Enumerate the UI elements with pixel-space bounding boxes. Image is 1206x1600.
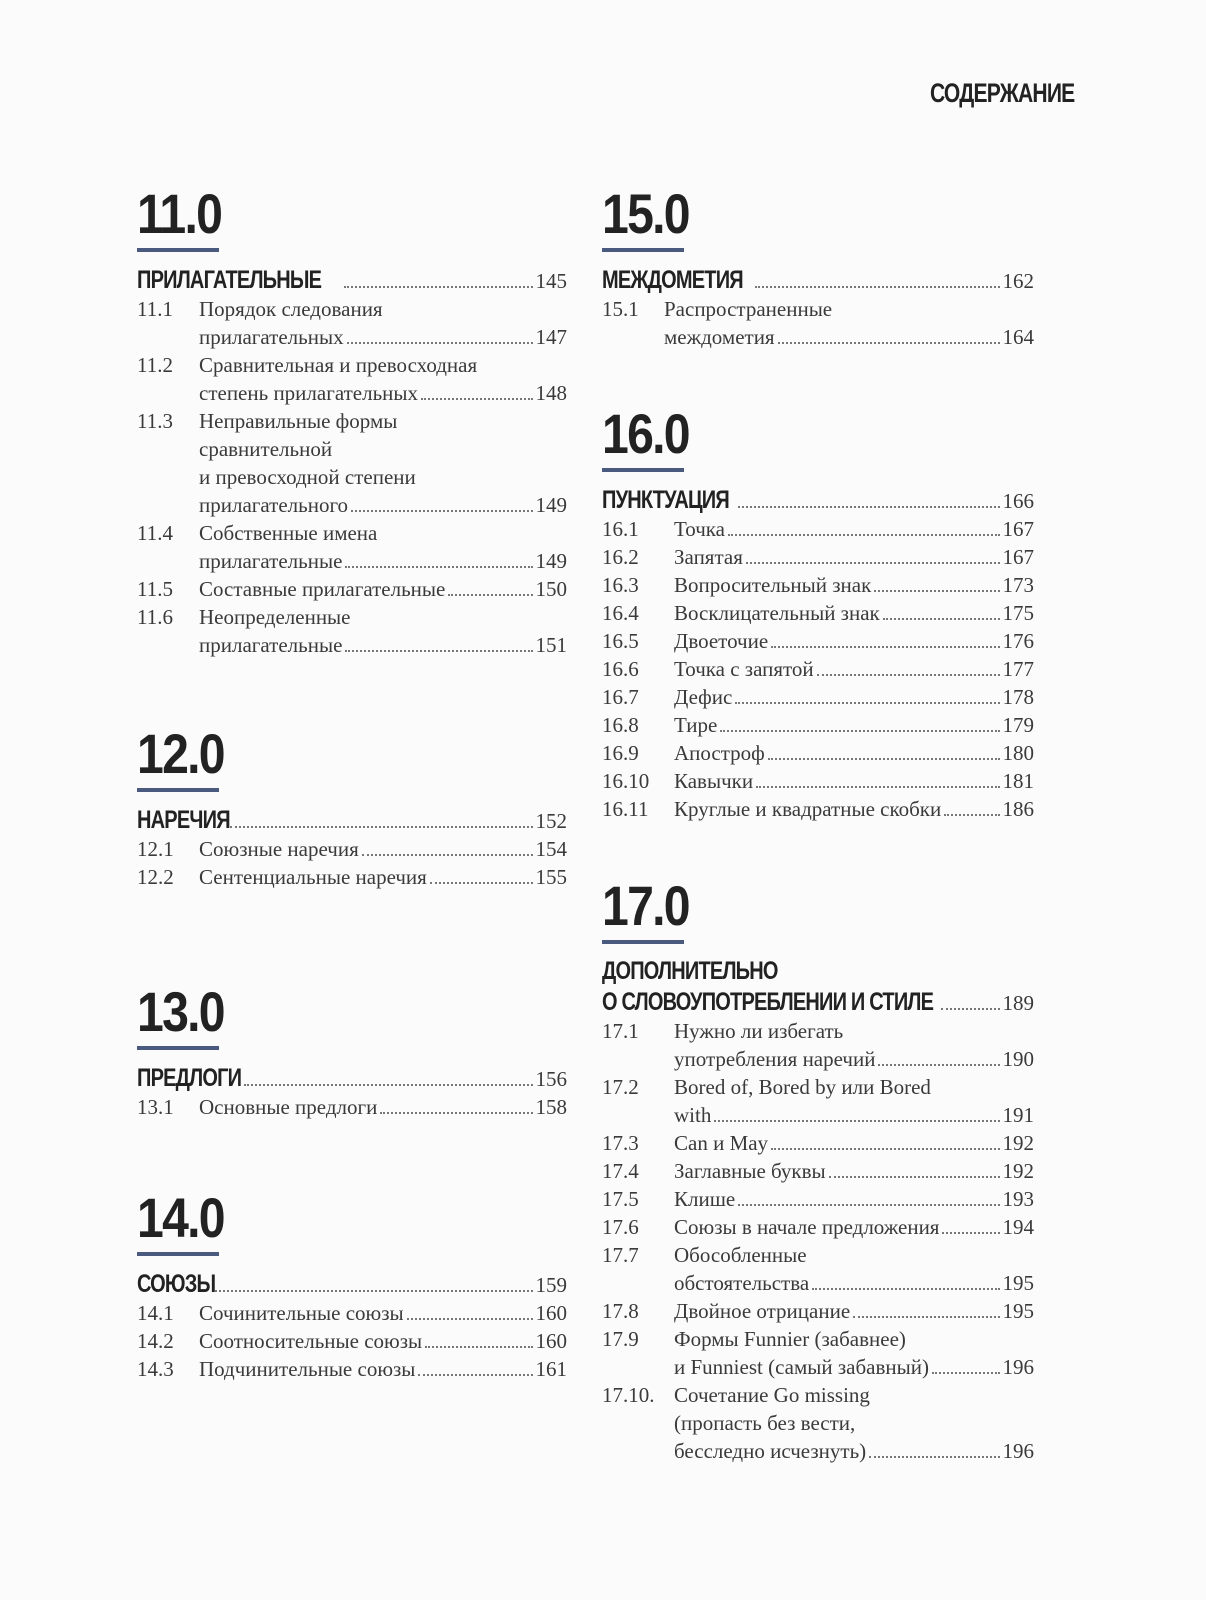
chapter-heading: ПРЕДЛОГИ [137, 1064, 242, 1092]
toc-entry [602, 1073, 1034, 1129]
entry-title-last: Восклицательный знак [674, 601, 880, 625]
toc-entry-line [137, 863, 567, 891]
entry-number: 12.1 [137, 837, 174, 861]
dot-leader [720, 730, 999, 732]
page-number: 147 [535, 325, 567, 349]
entry-title-line: Обособленные [674, 1243, 807, 1267]
toc-entry [602, 599, 1034, 627]
dot-leader [345, 566, 532, 568]
page-number: 195 [1002, 1271, 1034, 1295]
dot-leader [817, 674, 1000, 676]
entry-title-last: Соотносительные союзы [199, 1329, 423, 1353]
toc-entry [602, 1325, 1034, 1381]
entry-number: 16.6 [602, 657, 639, 681]
toc-entry [602, 571, 1034, 599]
toc-entry [137, 1327, 567, 1355]
entry-number: 14.3 [137, 1357, 174, 1381]
page-number: 149 [535, 549, 567, 573]
dot-leader [418, 1374, 532, 1376]
toc-entry [137, 295, 567, 351]
page-number: 151 [535, 633, 567, 657]
toc-entry-line [137, 323, 567, 351]
entry-number: 16.9 [602, 741, 639, 765]
toc-entry-line [602, 323, 1034, 351]
chapter-heading: НАРЕЧИЯ [137, 806, 230, 834]
toc-entry-line [137, 1093, 567, 1121]
dot-leader [738, 506, 1000, 508]
entry-number: 16.7 [602, 685, 639, 709]
toc-entry-line [602, 1213, 1034, 1241]
page-number: 160 [535, 1329, 567, 1353]
dot-leader [755, 286, 999, 288]
chapter-underline [602, 940, 684, 944]
toc-entry-line [602, 1409, 1034, 1437]
toc-entry [137, 407, 567, 519]
toc-entry-line [602, 711, 1034, 739]
toc-entry [137, 1299, 567, 1327]
entry-number: 16.11 [602, 797, 649, 821]
toc-entry-line [602, 1017, 1034, 1045]
page-number: 158 [535, 1095, 567, 1119]
dot-leader [421, 398, 532, 400]
entry-number: 17.9 [602, 1327, 639, 1351]
chapter-number: 15.0 [602, 182, 689, 245]
toc-entry [602, 515, 1034, 543]
entry-title-last: Сентенциальные наречия [199, 865, 427, 889]
toc-entry [137, 603, 567, 659]
dot-leader [380, 1112, 532, 1114]
dot-leader [756, 786, 999, 788]
toc-entry-line [602, 571, 1034, 599]
toc-entry-line [602, 543, 1034, 571]
page-number: 189 [1002, 991, 1034, 1015]
entry-number: 14.2 [137, 1329, 174, 1353]
dot-leader [230, 826, 532, 828]
entry-title-line: и превосходной степени [199, 465, 416, 489]
dot-leader [347, 342, 533, 344]
toc-entry-line [602, 683, 1034, 711]
toc-entry-line [602, 739, 1034, 767]
page-number: 162 [1002, 269, 1034, 293]
dot-leader [448, 594, 532, 596]
toc-entry-line [137, 1299, 567, 1327]
toc-entry-line [137, 407, 567, 435]
chapter-number: 17.0 [602, 874, 689, 937]
chapter-heading: ПРИЛАГАТЕЛЬНЫЕ [137, 266, 322, 294]
toc-entry-line [602, 655, 1034, 683]
entry-title-line: Bored of, Bored by или Bored [674, 1075, 931, 1099]
toc-entry-line [602, 767, 1034, 795]
page-number: 156 [535, 1067, 567, 1091]
entry-number: 17.3 [602, 1131, 639, 1155]
entry-number: 17.2 [602, 1075, 639, 1099]
toc-entry-line [137, 575, 567, 603]
chapter-underline [137, 1252, 219, 1256]
page-number: 192 [1002, 1131, 1034, 1155]
dot-leader [344, 286, 532, 288]
entry-title-line: (пропасть без вести, [674, 1411, 856, 1435]
entry-number: 16.1 [602, 517, 639, 541]
entry-title-last: прилагательных [199, 325, 344, 349]
page-number: 148 [535, 381, 567, 405]
chapter-underline [137, 1046, 219, 1050]
chapter-section [602, 874, 1034, 1465]
toc-entry-line [137, 379, 567, 407]
chapter-heading-pre: ДОПОЛНИТЕЛЬНО [602, 957, 778, 985]
dot-leader [778, 342, 1000, 344]
entry-number: 13.1 [137, 1095, 174, 1119]
chapter-underline [602, 468, 684, 472]
toc-entry [602, 655, 1034, 683]
dot-leader [351, 510, 532, 512]
dot-leader [212, 1290, 533, 1292]
toc-entry-line [137, 835, 567, 863]
entry-title-last: with [674, 1103, 712, 1127]
dot-leader [771, 646, 999, 648]
toc-entry [602, 1185, 1034, 1213]
entry-number: 15.1 [602, 297, 639, 321]
chapter-heading-row [137, 1270, 567, 1299]
dot-leader [345, 650, 532, 652]
toc-entry-line [137, 463, 567, 491]
page-number: 177 [1002, 657, 1034, 681]
toc-entry [602, 767, 1034, 795]
entry-title-line: Порядок следования [199, 297, 383, 321]
chapter-section [602, 402, 1034, 823]
toc-entry-line [602, 1073, 1034, 1101]
toc-entry [137, 1355, 567, 1383]
chapter-underline [137, 248, 219, 252]
toc-entry-line [137, 351, 567, 379]
page-number: 190 [1002, 1047, 1034, 1071]
entry-title-last: Двойное отрицание [674, 1299, 851, 1323]
dot-leader [812, 1288, 999, 1290]
page-number: 178 [1002, 685, 1034, 709]
dot-leader [728, 534, 1000, 536]
toc-entry [602, 1297, 1034, 1325]
toc-entry-line [602, 1325, 1034, 1353]
entry-title-line: Формы Funnier (забавнее) [674, 1327, 906, 1351]
entry-number: 11.1 [137, 297, 173, 321]
toc-entry-line [602, 1241, 1034, 1269]
page-number: 149 [535, 493, 567, 517]
toc-entry-line [602, 295, 1034, 323]
entry-number: 17.8 [602, 1299, 639, 1323]
entry-number: 16.4 [602, 601, 639, 625]
page-number: 167 [1002, 545, 1034, 569]
dot-leader [941, 1008, 999, 1010]
entry-title-last: прилагательные [199, 633, 343, 657]
entry-title-last: прилагательные [199, 549, 343, 573]
entry-number: 16.3 [602, 573, 639, 597]
toc-entry-line [602, 627, 1034, 655]
dot-leader [738, 1204, 999, 1206]
toc-entry [602, 1381, 1034, 1465]
entry-number: 11.4 [137, 521, 173, 545]
dot-leader [944, 814, 999, 816]
page-number: 195 [1002, 1299, 1034, 1323]
toc-entry-line [602, 1437, 1034, 1465]
page-number: 176 [1002, 629, 1034, 653]
entry-title-last: Круглые и квадратные скобки [674, 797, 942, 821]
entry-title-line: Сочетание Go missing [674, 1383, 870, 1407]
toc-entry-line [602, 1269, 1034, 1297]
entry-number: 17.1 [602, 1019, 639, 1043]
entry-number: 17.4 [602, 1159, 639, 1183]
toc-entry [137, 835, 567, 863]
toc-entry-line [602, 1129, 1034, 1157]
entry-number: 14.1 [137, 1301, 174, 1325]
page-number: 191 [1002, 1103, 1034, 1127]
entry-title-last: степень прилагательных [199, 381, 419, 405]
chapter-number: 14.0 [137, 1186, 224, 1249]
toc-entry-line [137, 435, 567, 463]
entry-title-last: Двоеточие [674, 629, 769, 653]
toc-entry [137, 1093, 567, 1121]
page-number: 179 [1002, 713, 1034, 737]
chapter-heading-row [602, 988, 1034, 1017]
entry-number: 17.10. [602, 1383, 655, 1407]
dot-leader [746, 562, 1000, 564]
dot-leader [829, 1176, 1000, 1178]
dot-leader [932, 1372, 1000, 1374]
dot-leader [244, 1084, 532, 1086]
entry-title-line: Распространенные [664, 297, 833, 321]
entry-title-line: Неправильные формы [199, 409, 398, 433]
entry-title-last: междометия [664, 325, 775, 349]
entry-number: 11.2 [137, 353, 173, 377]
toc-entry-line [137, 547, 567, 575]
toc-entry [602, 295, 1034, 351]
page-number: 167 [1002, 517, 1034, 541]
entry-title-last: Кавычки [674, 769, 754, 793]
entry-title-last: Запятая [674, 545, 743, 569]
toc-entry [602, 739, 1034, 767]
toc-entry-line [137, 491, 567, 519]
toc-entry-line [137, 519, 567, 547]
entry-number: 17.7 [602, 1243, 639, 1267]
toc-entry-line [602, 1297, 1034, 1325]
page-number: 145 [535, 269, 567, 293]
toc-entry [602, 1017, 1034, 1073]
chapter-number: 12.0 [137, 722, 224, 785]
toc-entry-line [602, 1381, 1034, 1409]
page-number: 180 [1002, 741, 1034, 765]
toc-entry-line [602, 515, 1034, 543]
page-number: 160 [535, 1301, 567, 1325]
toc-entry [602, 683, 1034, 711]
entry-number: 16.10 [602, 769, 650, 793]
page-number: 155 [535, 865, 567, 889]
toc-entry-line [137, 1327, 567, 1355]
entry-title-last: прилагательного [199, 493, 349, 517]
entry-title-line: сравнительной [199, 437, 333, 461]
chapter-section [137, 1186, 567, 1383]
entry-title-last: Союзы в начале предложения [674, 1215, 940, 1239]
entry-number: 17.5 [602, 1187, 639, 1211]
toc-entry [602, 1157, 1034, 1185]
page-number: 193 [1002, 1187, 1034, 1211]
toc-entry [602, 1241, 1034, 1297]
running-head: СОДЕРЖАНИЕ [930, 78, 1075, 108]
page-number: 152 [535, 809, 567, 833]
page-number: 192 [1002, 1159, 1034, 1183]
entry-number: 11.5 [137, 577, 173, 601]
chapter-underline [602, 248, 684, 252]
dot-leader [735, 702, 999, 704]
dot-leader [869, 1456, 999, 1458]
page-number: 161 [535, 1357, 567, 1381]
entry-number: 11.3 [137, 409, 173, 433]
toc-entry-line [602, 599, 1034, 627]
dot-leader [407, 1318, 533, 1320]
dot-leader [883, 618, 1000, 620]
dot-leader [874, 590, 999, 592]
entry-title-last: Подчинительные союзы [199, 1357, 416, 1381]
toc-entry-line [602, 1353, 1034, 1381]
entry-title-last: Тире [674, 713, 718, 737]
toc-entry [137, 519, 567, 575]
toc-entry [602, 627, 1034, 655]
entry-title-last: и Funniest (самый забавный) [674, 1355, 929, 1379]
entry-title-line: Нужно ли избегать [674, 1019, 844, 1043]
toc-entry-line [602, 1157, 1034, 1185]
entry-title-line: Сравнительная и превосходная [199, 353, 478, 377]
page-number: 173 [1002, 573, 1034, 597]
page-number: 154 [535, 837, 567, 861]
page-number: 150 [535, 577, 567, 601]
entry-title-last: Составные прилагательные [199, 577, 446, 601]
entry-number: 16.2 [602, 545, 639, 569]
page-number: 166 [1002, 489, 1034, 513]
dot-leader [768, 758, 1000, 760]
chapter-section [602, 182, 1034, 351]
chapter-number: 13.0 [137, 980, 224, 1043]
chapter-underline [137, 788, 219, 792]
entry-title-last: Дефис [674, 685, 733, 709]
page-number: 164 [1002, 325, 1034, 349]
dot-leader [430, 882, 533, 884]
toc-entry-line [137, 1355, 567, 1383]
toc-entry [602, 1213, 1034, 1241]
toc-entry [137, 575, 567, 603]
chapter-heading: О СЛОВОУПОТРЕБЛЕНИИ И СТИЛЕ [602, 988, 934, 1016]
chapter-number: 16.0 [602, 402, 689, 465]
toc-entry [137, 351, 567, 407]
entry-number: 12.2 [137, 865, 174, 889]
chapter-section [137, 182, 567, 659]
chapter-heading: ПУНКТУАЦИЯ [602, 486, 729, 514]
toc-entry [602, 795, 1034, 823]
entry-number: 16.5 [602, 629, 639, 653]
entry-title-last: Сочинительные союзы [199, 1301, 404, 1325]
dot-leader [425, 1346, 532, 1348]
toc-entry-line [602, 1045, 1034, 1073]
toc-entry-line [602, 1185, 1034, 1213]
dot-leader [362, 854, 533, 856]
page-number: 194 [1002, 1215, 1034, 1239]
entry-number: 11.6 [137, 605, 173, 629]
entry-title-line: Собственные имена [199, 521, 378, 545]
entry-title-last: Вопросительный знак [674, 573, 872, 597]
page-number: 159 [535, 1273, 567, 1297]
page-number: 181 [1002, 769, 1034, 793]
chapter-heading-row [137, 806, 567, 835]
dot-leader [942, 1232, 999, 1234]
dot-leader [853, 1316, 999, 1318]
chapter-heading-row [137, 266, 567, 295]
entry-title-last: Заглавные буквы [674, 1159, 826, 1183]
toc-entry [602, 1129, 1034, 1157]
entry-title-last: Клише [674, 1187, 736, 1211]
page-number: 196 [1002, 1355, 1034, 1379]
chapter-heading-row [137, 1064, 567, 1093]
page-number: 175 [1002, 601, 1034, 625]
dot-leader [771, 1148, 999, 1150]
toc-entry-line [137, 631, 567, 659]
toc-entry-line [602, 1101, 1034, 1129]
chapter-heading: МЕЖДОМЕТИЯ [602, 266, 743, 294]
toc-entry-line [602, 795, 1034, 823]
chapter-heading-row [602, 486, 1034, 515]
entry-title-last: обстоятельства [674, 1271, 810, 1295]
entry-title-last: Can и May [674, 1131, 769, 1155]
toc-entry [602, 543, 1034, 571]
toc-entry-line [137, 295, 567, 323]
chapter-section [137, 722, 567, 891]
page-number: 196 [1002, 1439, 1034, 1463]
entry-title-last: Союзные наречия [199, 837, 359, 861]
toc-entry-line [137, 603, 567, 631]
chapter-heading: СОЮЗЫ [137, 1270, 216, 1298]
entry-title-last: Точка с запятой [674, 657, 814, 681]
entry-title-line: Неопределенные [199, 605, 351, 629]
entry-title-last: Основные предлоги [199, 1095, 378, 1119]
chapter-section [137, 980, 567, 1121]
toc-entry [602, 711, 1034, 739]
entry-title-last: Апостроф [674, 741, 765, 765]
page-number: 186 [1002, 797, 1034, 821]
entry-title-last: бесследно исчезнуть) [674, 1439, 867, 1463]
dot-leader [878, 1064, 999, 1066]
toc-entry [137, 863, 567, 891]
entry-number: 16.8 [602, 713, 639, 737]
chapter-number: 11.0 [137, 182, 222, 245]
chapter-heading-row [602, 266, 1034, 295]
dot-leader [714, 1120, 999, 1122]
entry-number: 17.6 [602, 1215, 639, 1239]
entry-title-last: Точка [674, 517, 725, 541]
entry-title-last: употребления наречий [674, 1047, 876, 1071]
